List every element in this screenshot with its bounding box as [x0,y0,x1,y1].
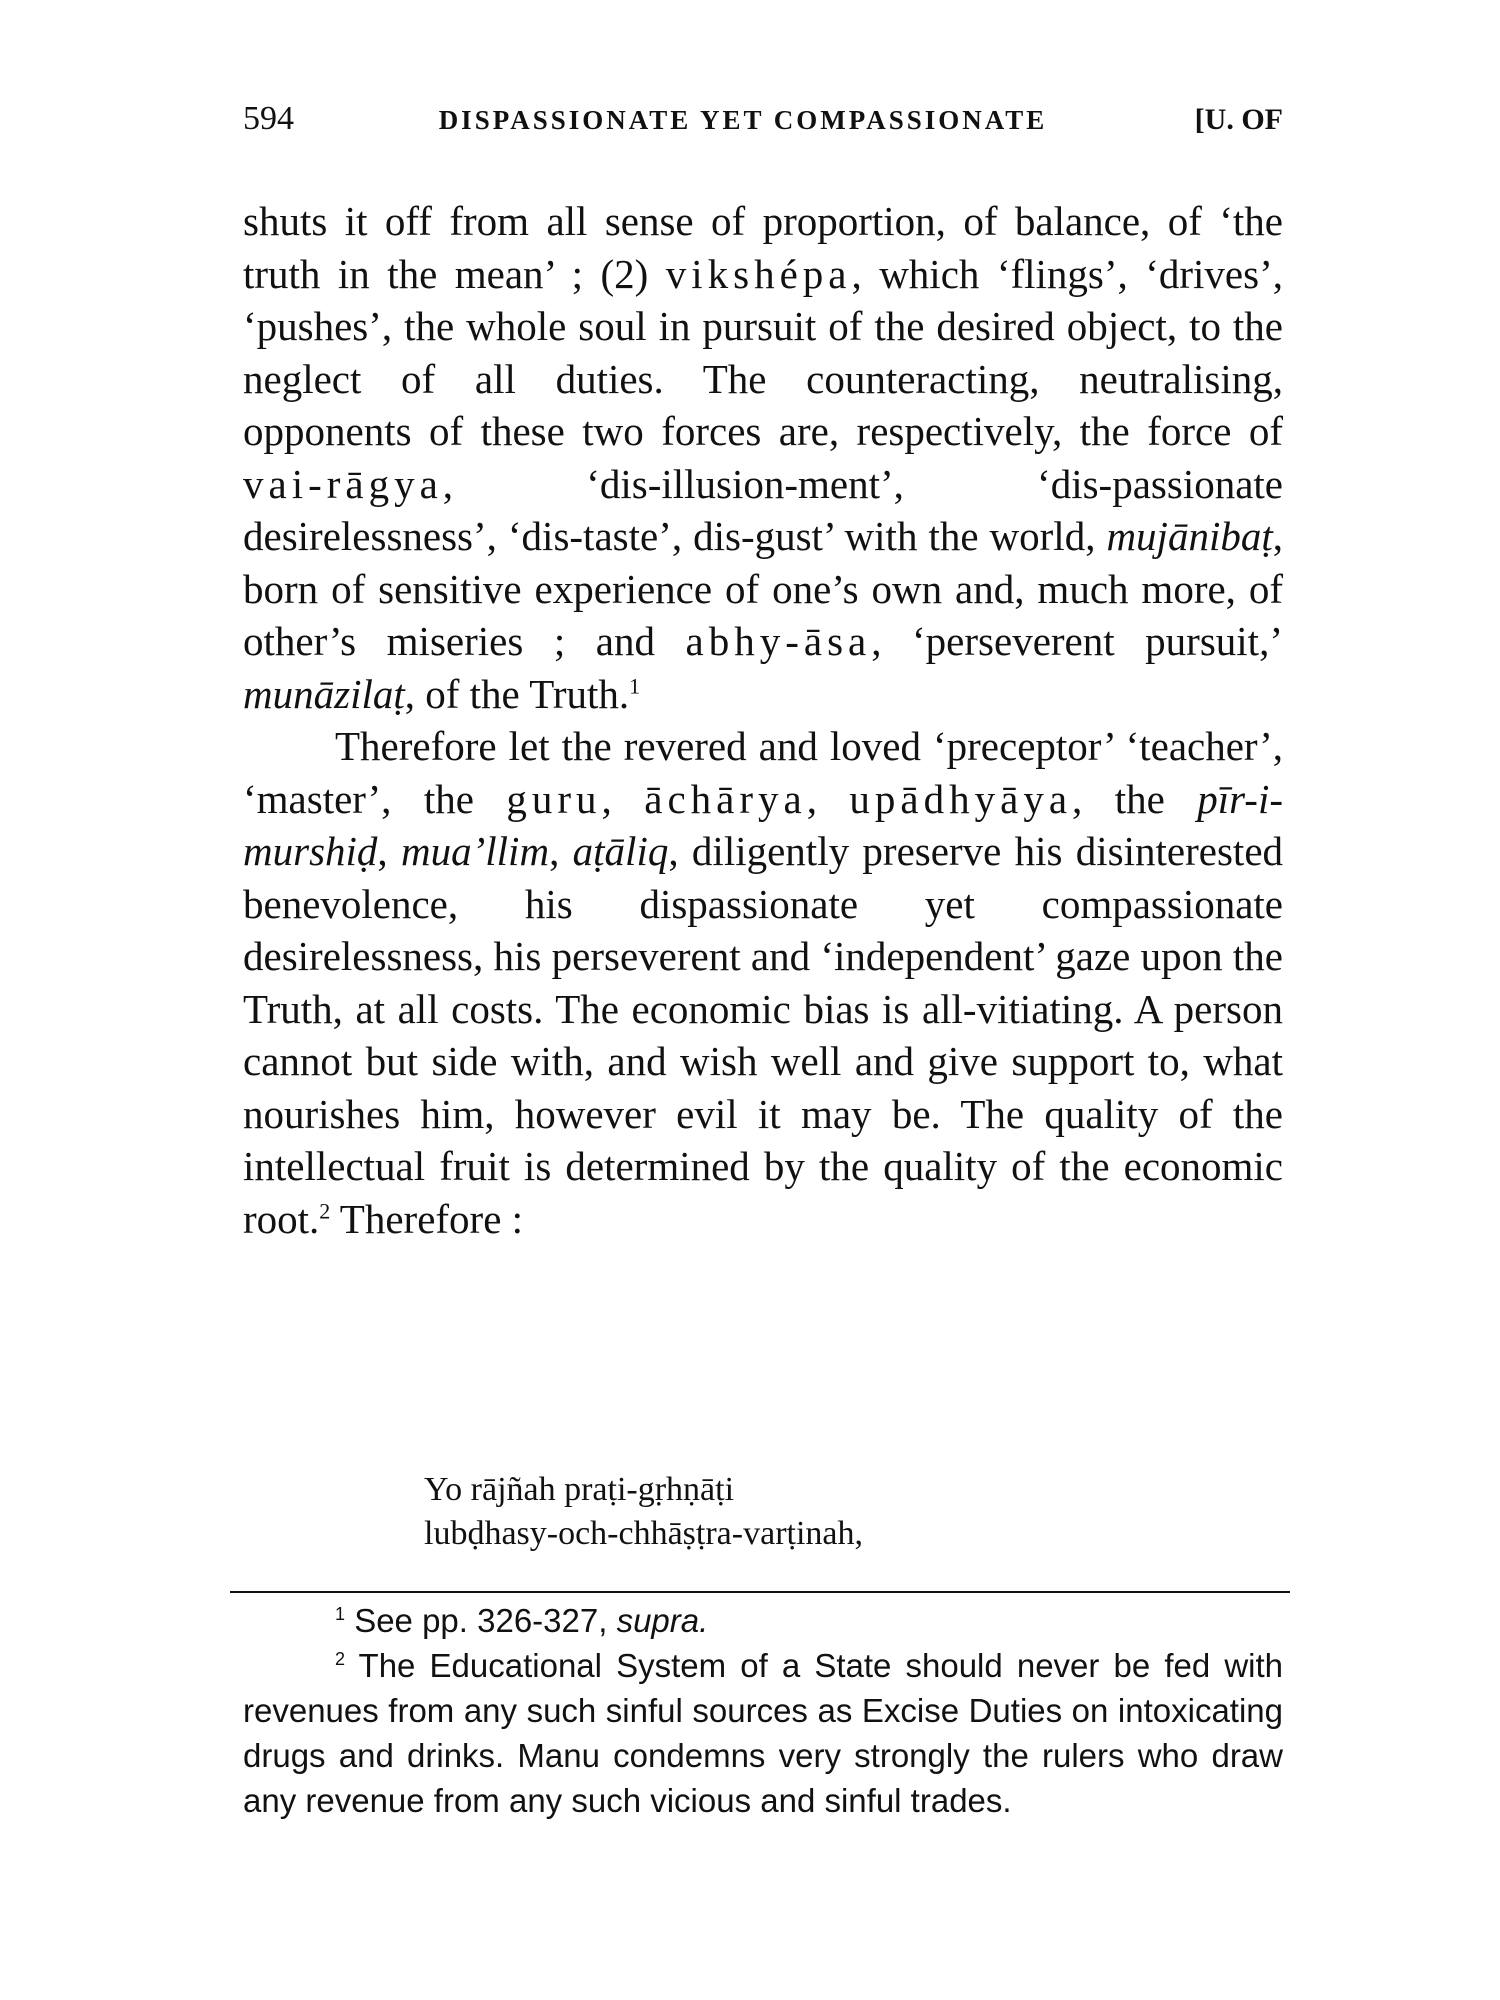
text-run: , born of sensitive experience of one’s own and, much more, of other’s miseries ; and [243,513,1283,664]
text-run: , ‘dis-illusion-ment’, ‘dis-passionate desirelessness’, ‘dis-taste’, dis-gust’ with the world, [243,460,1283,559]
footnote-ref-1[interactable]: 1 [629,672,641,698]
term-acharya: āchārya [644,775,807,822]
main-text [243,195,1283,1245]
paragraph-1 [243,195,1283,720]
text-run: , the [1072,775,1198,822]
text-run: , which ‘flings’, ‘drives’, ‘pushes’, the whole soul in pursuit of the desired object, to the neglect of all duties. The counteracting, neutralising, opponents of these two forces are, respectively, the force of [243,250,1283,454]
term-vairagya: vai-rāgya [243,460,443,507]
footnote-text: The Educational System of a State should never be fed with revenues from any such sinful sources as Excise Duties on intoxicating drugs and drinks. Manu condemns very strongly the rulers who draw any revenue from any such vicious and sinful trades. [243,1647,1284,1819]
term-ataliq: aṭāliq [572,828,669,874]
text-run: , [806,775,850,822]
verse-line-2: lubḍhasy-och-chhāṣṭra-varṭinah, [424,1515,863,1552]
footnote-ref-2[interactable]: 2 [319,1197,331,1223]
term-abhyasa: abhy-āsa [685,618,872,664]
term-munazilat: munāzilaṭ [243,670,405,717]
footnote-mark-1: 1 [335,1604,346,1624]
text-run: Therefore : [330,1195,524,1242]
text-run: , ‘perseverent pursuit,’ [871,618,1283,664]
footnote-1 [243,1598,1283,1643]
text-run: shuts it off from all sense of proportion, of balance, of ‘the truth in the mean’ ; (2) [243,198,1283,297]
term-mujanibat: mujānibaṭ [1106,513,1273,559]
footnote-divider [230,1591,1290,1593]
footnote-mark-2: 2 [335,1649,346,1669]
term-guru: guru [506,775,602,822]
text-run: , diligently preserve his disinterested benevolence, his dispassionate yet compassionate desirelessness, his perseverent and ‘independent’ gaze upon the Truth, at all costs. The economic bias is all-vitiating. A person cannot but side with, and wish well and give support to, what nourishes him, however evil it may be. The quality of the intellectual fruit is determined by the quality of the economic root. [243,828,1284,1242]
text-run: , of the Truth. [404,670,630,717]
term-vikshepa: vikshépa [665,250,852,297]
footnote-text: See pp. 326-327, [354,1602,617,1639]
verse-line-1: Yo rājñah praṭi-gṛhṇāṭi [424,1471,735,1508]
footnote-supra: supra. [616,1602,709,1639]
footnote-2 [243,1643,1283,1823]
footnotes [243,1598,1283,1823]
text-run: Therefore let the revered and loved ‘preceptor’ ‘teacher’, ‘master’, the [243,723,1283,822]
term-pir-i-murshid: pīr-i-murshiḍ [243,775,1284,874]
running-head [243,100,1283,138]
term-muallim: mua’llim [401,828,550,874]
section-marker: [U. OF [1194,103,1283,136]
text-run: , [377,828,402,874]
page-number: 594 [243,100,294,137]
text-run: , [601,775,645,822]
text-run: , [549,828,573,874]
page-title: DISPASSIONATE YET COMPASSIONATE [438,105,1048,135]
term-upadhyaya: upādhyāya [849,775,1073,822]
verse-quote [424,1468,863,1556]
paragraph-2 [243,720,1283,1245]
